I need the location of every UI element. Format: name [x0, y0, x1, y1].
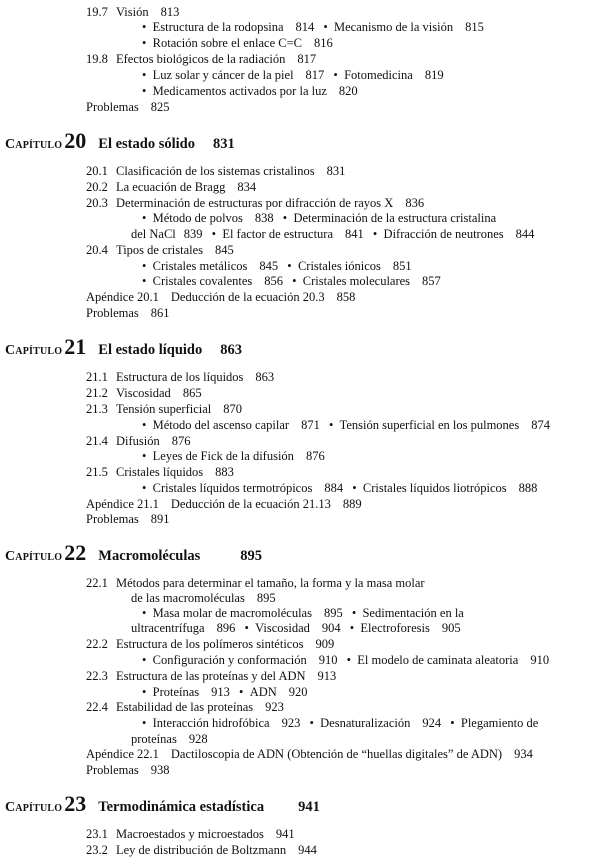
subtopic: • Luz solar y cáncer de la piel 817: [142, 68, 324, 82]
section-title: Estructura de los polímeros sintéticos: [116, 637, 304, 651]
page-number: 858: [336, 290, 356, 304]
section-title: Clasificación de los sistemas cristalinos: [116, 164, 315, 178]
chapter-label: Capítulo: [5, 137, 63, 152]
subtopic-line: [142, 84, 358, 98]
subtopic: • Método del ascenso capilar 871: [142, 418, 320, 432]
page-number: 817: [297, 52, 317, 66]
subtopic: • Interacción hidrofóbica 923: [142, 716, 300, 730]
section-entry: [86, 386, 202, 400]
subtopic: • Cristales iónicos 851: [287, 259, 411, 273]
section-title: de las macromoléculas: [131, 591, 245, 605]
page-number: 944: [298, 843, 317, 857]
page-number: 813: [160, 5, 180, 19]
subtopic-continuation: del NaCl 839: [131, 227, 203, 241]
problems-title: Problemas: [86, 763, 139, 777]
page-number: 861: [150, 306, 170, 320]
subtopic: • Determinación de la estructura cristalina: [283, 211, 496, 225]
page-number: 909: [315, 637, 335, 651]
section-entry: [86, 465, 234, 479]
subtopic-line: [131, 732, 208, 746]
section-number: 21.2: [86, 386, 108, 400]
chapter-page: 941: [298, 799, 320, 815]
subtopic-line: [142, 418, 550, 432]
appendix-entry: [86, 290, 355, 304]
subtopic-line: [131, 227, 534, 241]
page-number: 891: [150, 512, 170, 526]
chapter-number: 22: [64, 540, 87, 565]
page-number: 870: [223, 402, 243, 416]
subtopic: • Difracción de neutrones 844: [373, 227, 534, 241]
chapter-title: El estado sólido: [98, 136, 195, 152]
section-title: Estabilidad de las proteínas: [116, 700, 254, 714]
section-number: 22.1: [86, 576, 108, 590]
subtopic: • Cristales líquidos termotrópicos 884: [142, 481, 343, 495]
subtopic-continuation: proteínas 928: [131, 732, 208, 746]
section-number: 21.3: [86, 402, 108, 416]
page-number: 831: [326, 164, 346, 178]
section-title: Efectos biológicos de la radiación: [116, 52, 286, 66]
section-number: 20.1: [86, 164, 108, 178]
section-entry: [86, 669, 336, 683]
chapter-heading: [5, 540, 262, 566]
subtopic: • Electroforesis 905: [350, 621, 461, 635]
chapter-page: 863: [220, 342, 242, 358]
subtopic: • El modelo de caminata aleatoria 910: [347, 653, 549, 667]
section-title: Métodos para determinar el tamaño, la forma y la masa molar: [116, 576, 425, 590]
page-number: 825: [150, 100, 170, 114]
chapter-label: Capítulo: [5, 343, 63, 358]
chapter-heading: [5, 128, 235, 154]
section-title: Difusión: [116, 434, 160, 448]
subtopic: • ADN 920: [239, 685, 307, 699]
subtopic: • Cristales metálicos 845: [142, 259, 278, 273]
chapter-title: Macromoléculas: [98, 548, 201, 564]
section-number: 22.2: [86, 637, 108, 651]
page-number: 863: [255, 370, 275, 384]
page-number: 836: [405, 196, 425, 210]
page-number: 865: [182, 386, 202, 400]
section-number: 21.4: [86, 434, 108, 448]
chapter-label: Capítulo: [5, 549, 63, 564]
section-entry: [86, 576, 425, 590]
section-title: Determinación de estructuras por difracción de rayos X: [116, 196, 394, 210]
problems-entry: [86, 100, 170, 114]
appendix-entry: [86, 747, 533, 761]
subtopic-line: [142, 211, 496, 225]
appendix-number: Apéndice 20.1: [86, 290, 159, 304]
section-entry: [86, 827, 295, 841]
subtopic-line: [142, 274, 441, 288]
section-number: 21.1: [86, 370, 108, 384]
section-title: Tensión superficial: [116, 402, 212, 416]
subtopic-line: [131, 621, 461, 635]
subtopic-line: [142, 68, 444, 82]
section-number: 20.2: [86, 180, 108, 194]
subtopic: • Cristales moleculares 857: [292, 274, 441, 288]
page-number: 876: [171, 434, 191, 448]
subtopic-line: [142, 259, 412, 273]
section-title: Visión: [116, 5, 149, 19]
subtopic: • Medicamentos activados por la luz 820: [142, 84, 358, 98]
section-entry: [86, 700, 284, 714]
appendix-title: Deducción de la ecuación 20.3: [170, 290, 325, 304]
appendix-entry: [86, 497, 362, 511]
subtopic: • Plegamiento de: [450, 716, 538, 730]
subtopic: • Estructura de la rodopsina 814: [142, 20, 314, 34]
section-entry: [86, 243, 234, 257]
page-number: 834: [237, 180, 257, 194]
page-number: 923: [265, 700, 284, 714]
problems-title: Problemas: [86, 100, 139, 114]
section-entry: [86, 843, 317, 857]
problems-entry: [86, 763, 170, 777]
problems-entry: [86, 512, 170, 526]
chapter-number: 21: [64, 334, 87, 359]
problems-entry: [86, 306, 170, 320]
chapter-number: 20: [64, 128, 87, 153]
subtopic: • Configuración y conformación 910: [142, 653, 338, 667]
section-number: 22.3: [86, 669, 108, 683]
section-title: La ecuación de Bragg: [116, 180, 226, 194]
section-entry: [86, 434, 191, 448]
section-number: 23.1: [86, 827, 108, 841]
section-entry: [86, 52, 316, 66]
subtopic-line: [142, 685, 308, 699]
subtopic: • Rotación sobre el enlace C=C 816: [142, 36, 333, 50]
section-entry: [86, 402, 242, 416]
chapter-page: 895: [240, 548, 263, 564]
chapter-heading: [5, 334, 242, 360]
subtopic-line: [142, 653, 549, 667]
section-number: 22.4: [86, 700, 108, 714]
subtopic: • Viscosidad 904: [244, 621, 340, 635]
problems-title: Problemas: [86, 306, 139, 320]
subtopic: • Proteínas 913: [142, 685, 230, 699]
section-entry: [86, 370, 274, 384]
section-entry: [86, 180, 256, 194]
page-number: 934: [514, 747, 533, 761]
subtopic: • Cristales líquidos liotrópicos 888: [352, 481, 537, 495]
subtopic-line: [142, 449, 325, 463]
appendix-title: Deducción de la ecuación 21.13: [170, 497, 331, 511]
page-number: 845: [215, 243, 234, 257]
page-number: 895: [256, 591, 276, 605]
chapter-label: Capítulo: [5, 800, 63, 815]
subtopic-line: [142, 481, 537, 495]
chapter-heading: [5, 791, 320, 817]
section-number: 21.5: [86, 465, 108, 479]
section-entry: [86, 637, 334, 651]
section-title: Estructura de las proteínas y del ADN: [116, 669, 306, 683]
section-title: Tipos de cristales: [116, 243, 204, 257]
chapter-number: 23: [64, 791, 87, 816]
section-title: Viscosidad: [116, 386, 171, 400]
problems-title: Problemas: [86, 512, 139, 526]
subtopic: • Tensión superficial en los pulmones 874: [329, 418, 550, 432]
section-number: 20.3: [86, 196, 108, 210]
subtopic: • Leyes de Fick de la difusión 876: [142, 449, 325, 463]
appendix-title: Dactiloscopia de ADN (Obtención de “huellas digitales” de ADN): [170, 747, 503, 761]
subtopic-continuation: ultracentrífuga 896: [131, 621, 236, 635]
subtopic-line: [142, 606, 464, 620]
section-entry: [86, 164, 345, 178]
page-number: 938: [150, 763, 170, 777]
section-number: 23.2: [86, 843, 108, 857]
section-number: 19.8: [86, 52, 108, 66]
chapter-title: Termodinámica estadística: [98, 799, 265, 815]
section-title: Estructura de los líquidos: [116, 370, 244, 384]
section-entry: [86, 196, 424, 210]
subtopic: • Sedimentación en la: [352, 606, 464, 620]
chapter-title: El estado líquido: [98, 342, 203, 358]
page-number: 913: [317, 669, 337, 683]
section-title: Ley de distribución de Boltzmann: [116, 843, 287, 857]
page-number: 941: [275, 827, 295, 841]
chapter-page: 831: [212, 136, 235, 152]
subtopic-line: [142, 20, 484, 34]
subtopic: • El factor de estructura 841: [212, 227, 364, 241]
subtopic-line: [142, 36, 333, 50]
subtopic: • Desnaturalización 924: [309, 716, 441, 730]
subtopic-line: [142, 716, 538, 730]
appendix-number: Apéndice 22.1: [86, 747, 159, 761]
section-title: Cristales líquidos: [116, 465, 204, 479]
section-number: 20.4: [86, 243, 108, 257]
page-number: 883: [215, 465, 234, 479]
page-number: 889: [342, 497, 362, 511]
section-number: 19.7: [86, 5, 108, 19]
section-continuation: [131, 591, 276, 605]
subtopic: • Cristales covalentes 856: [142, 274, 283, 288]
subtopic: • Fotomedicina 819: [333, 68, 443, 82]
subtopic: • Mecanismo de la visión 815: [323, 20, 483, 34]
section-entry: [86, 5, 179, 19]
subtopic: • Método de polvos 838: [142, 211, 274, 225]
appendix-number: Apéndice 21.1: [86, 497, 159, 511]
subtopic: • Masa molar de macromoléculas 895: [142, 606, 343, 620]
section-title: Macroestados y microestados: [116, 827, 264, 841]
